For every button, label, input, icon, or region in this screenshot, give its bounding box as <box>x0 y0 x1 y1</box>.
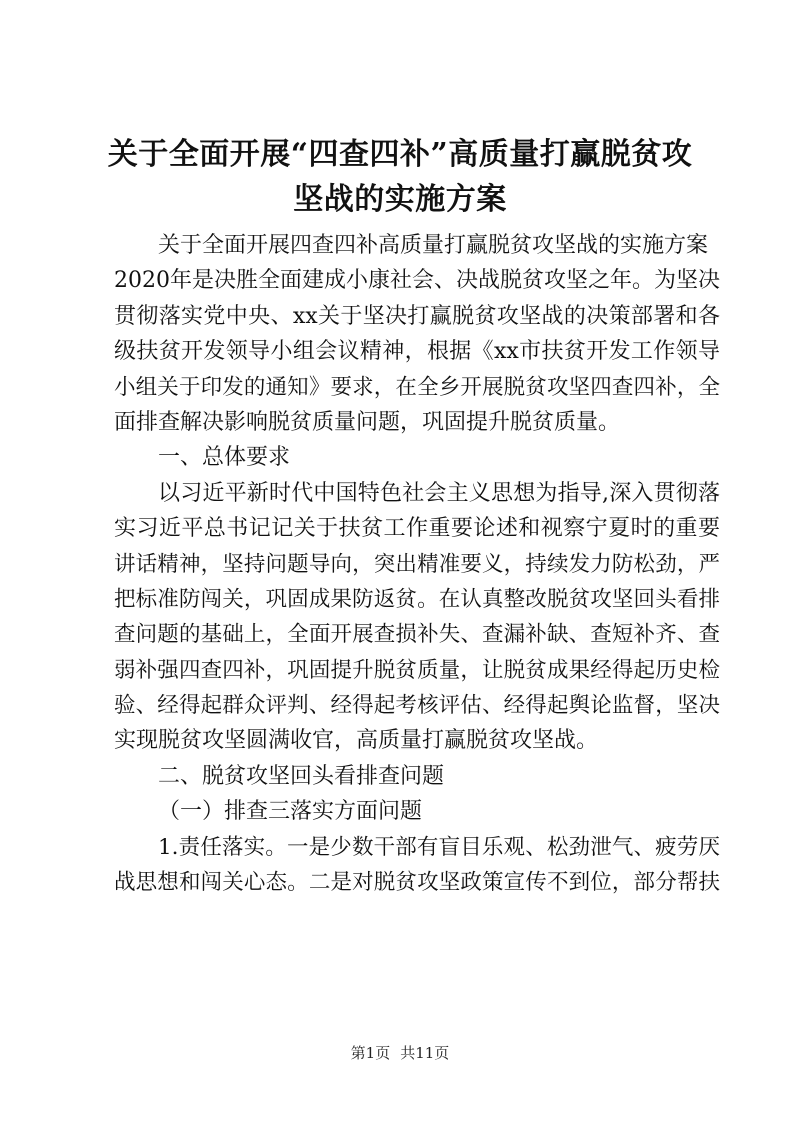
body-line: 面排查解决影响脱贫质量问题，巩固提升脱贫质量。 <box>114 409 621 435</box>
page-number: 第1页 <box>350 1044 391 1062</box>
document-title-line-1: 关于全面开展“四查四补”高质量打赢脱贫攻 <box>107 137 693 172</box>
section-heading: 一、总体要求 <box>158 445 291 471</box>
body-line: 弱补强四查四补，巩固提升脱贫质量，让脱贫成果经得起历史检 <box>114 657 720 683</box>
body-line: 贯彻落实党中央、xx关于坚决打赢脱贫攻坚战的决策部署和各 <box>114 303 720 329</box>
section-heading: 二、脱贫攻坚回头看排查问题 <box>158 763 445 789</box>
body-line: 关于全面开展四查四补高质量打赢脱贫攻坚战的实施方案 <box>158 233 709 258</box>
body-line: 验、经得起群众评判、经得起考核评估、经得起舆论监督，坚决 <box>114 693 720 719</box>
page-footer <box>0 1043 800 1063</box>
body-line: 实习近平总书记记关于扶贫工作重要论述和视察宁夏时的重要 <box>114 516 720 542</box>
body-line: 小组关于印发的通知》要求，在全乡开展脱贫攻坚四查四补，全 <box>114 374 720 400</box>
body-line: 战思想和闯关心态。二是对脱贫攻坚政策宣传不到位，部分帮扶 <box>114 870 720 896</box>
document-title-line-2: 坚战的实施方案 <box>293 182 507 217</box>
body-line: 以习近平新时代中国特色社会主义思想为指导,深入贯彻落 <box>158 480 720 506</box>
body-line: 1.责任落实。一是少数干部有盲目乐观、松劲泄气、疲劳厌 <box>158 834 720 860</box>
body-line: 把标准防闯关，巩固成果防返贫。在认真整改脱贫攻坚回头看排 <box>114 586 720 612</box>
document-body <box>114 228 720 900</box>
page-total: 共11页 <box>400 1044 450 1062</box>
body-line: 讲话精神，坚持问题导向，突出精准要义，持续发力防松劲，严 <box>114 551 720 577</box>
body-line: 实现脱贫攻坚圆满收官，高质量打赢脱贫攻坚战。 <box>114 728 599 754</box>
body-line: 级扶贫开发领导小组会议精神，根据《xx市扶贫开发工作领导 <box>114 339 720 365</box>
body-line: 查问题的基础上，全面开展查损补失、查漏补缺、查短补齐、查 <box>114 622 720 648</box>
body-line: 2020年是决胜全面建成小康社会、决战脱贫攻坚之年。为坚决 <box>114 268 720 294</box>
subsection-heading: （一）排查三落实方面问题 <box>158 799 423 825</box>
